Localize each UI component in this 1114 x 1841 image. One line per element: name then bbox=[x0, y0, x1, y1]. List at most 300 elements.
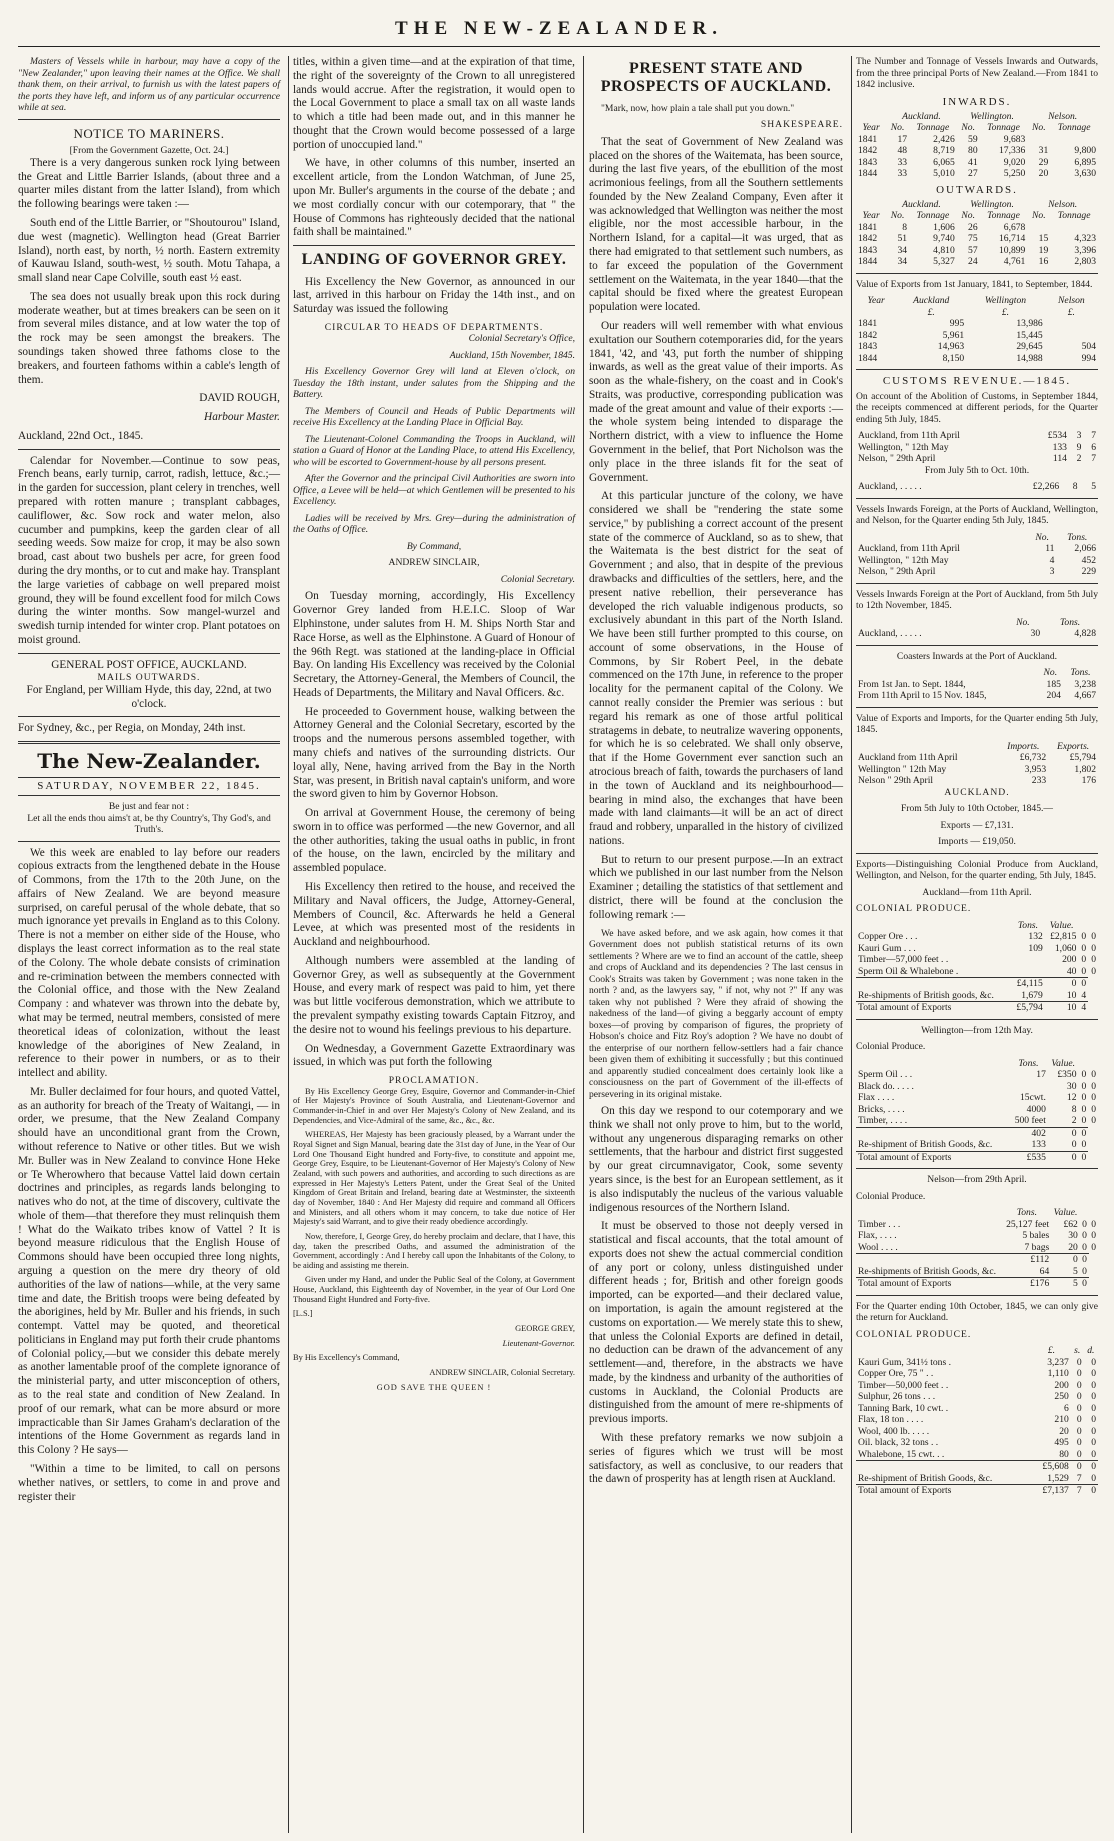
table-cell: 0 bbox=[1091, 1472, 1096, 1484]
table-cell: 0 bbox=[1076, 1402, 1082, 1414]
table-header-cell bbox=[856, 617, 1004, 629]
table-cell: From 11th April to 15 Nov. 1845, bbox=[858, 690, 987, 702]
table-cell bbox=[856, 1127, 1009, 1139]
landing-paragraph: His Excellency then retired to the house, and received the Military and Naval officers, the Judge, Attorney-General, Members of Council, &c. Afterwards he held a General Levee, at which was presented most of the residents in Auckland and neighbourhood. bbox=[293, 881, 575, 949]
inwards-label: INWARDS. bbox=[942, 95, 1012, 108]
table-cell: Wellington " 12th May bbox=[858, 763, 947, 775]
table-row bbox=[856, 222, 1098, 234]
table-row bbox=[856, 1104, 1098, 1116]
table-cell: Flax . . . . bbox=[858, 1092, 895, 1104]
table-cell: 6,678 bbox=[1003, 221, 1026, 233]
port-header: Wellington. bbox=[970, 198, 1014, 210]
table-cell: 452 bbox=[1081, 554, 1096, 566]
oct-table bbox=[856, 1345, 1098, 1497]
article-paragraph: At this particular juncture of the colony, we have considered we shall be "rendering the state some service," by publishing a correct account of the present state of the commerce of Auckland, so as to shew, that the Waitemata is the best district for the seat of Government ; and also, that in despite of the previous drawbacks and difficulties of the settlers, here, and the present native rebellion, their perseverance has developed the rich valuable indigenous products, so exclusively abundant in this part of the North Island. We have been still further prompted to this course, on account of some observations, in the House of Commons, by Sir Robert Peel, in the debate commenced on the 17th June, in reference to the proper locality for the permanent capital of the Colony. We cannot really consider the Premier was serious : but regard his remark as one of those artful political stratagems in debate, to neutralize wavering opponents, for which he is so celebrated. We shall only observe, that if the Home Government ever sanction such an atrocious breach of faith, towards the purchasers of land in the town of Auckland and its neighbourhood—bearing in mind also, the exchanges that have been made with land claimants—it will be an act of direct fraud and robbery, unparalled in the history of civilized nations. bbox=[589, 490, 843, 847]
table-cell: 5,961 bbox=[942, 329, 965, 341]
table-row bbox=[856, 134, 1098, 146]
table-cell: Wool, 400 lb. . . . . bbox=[858, 1425, 930, 1437]
table-row bbox=[856, 1115, 1098, 1127]
masthead-rule bbox=[18, 46, 1100, 47]
foreign2-table bbox=[856, 617, 1098, 640]
divider bbox=[18, 841, 280, 842]
table-cell: 1844 bbox=[858, 168, 878, 180]
table-cell: 250 bbox=[1054, 1391, 1069, 1403]
table-cell: £534 bbox=[1047, 430, 1067, 442]
table-header-cell: Tons. bbox=[1017, 919, 1039, 931]
port-header: Nelson. bbox=[1048, 198, 1078, 210]
table-header-cell: Year bbox=[867, 295, 885, 307]
table-cell: 4,810 bbox=[933, 244, 955, 256]
table-row bbox=[856, 752, 1098, 764]
proclamation-signature-title: Lieutenant-Governor. bbox=[502, 1338, 575, 1348]
colonial-produce-label: Colonial Produce. bbox=[856, 1190, 926, 1202]
table-cell: 8,150 bbox=[942, 352, 965, 364]
table-row bbox=[856, 256, 1098, 268]
table-header-cell: Imports. bbox=[1007, 740, 1040, 752]
column-1 bbox=[18, 56, 289, 1833]
divider bbox=[856, 1019, 1098, 1020]
table-cell: £5,794 bbox=[1069, 752, 1096, 764]
table-cell: 0 bbox=[1091, 1402, 1096, 1414]
proclamation-signature: GEORGE GREY, bbox=[515, 1324, 575, 1334]
table-cell: 4,761 bbox=[1003, 256, 1026, 268]
table-cell: 0 bbox=[1048, 1127, 1079, 1139]
foreign2-cols-row bbox=[856, 617, 1098, 629]
nel-subtotal-row bbox=[856, 1254, 1098, 1266]
table-cell: Tanning Bark, 10 cwt. . bbox=[858, 1402, 949, 1414]
table-cell: 200 bbox=[1062, 954, 1077, 966]
table-header-cell: Tonnage bbox=[987, 122, 1020, 134]
table-cell: 3,237 bbox=[1047, 1356, 1069, 1368]
port-header: Auckland. bbox=[902, 198, 941, 210]
table-cell: 20 bbox=[1038, 168, 1049, 180]
table-cell: 0 bbox=[1076, 1425, 1082, 1437]
table-cell: Kauri Gum, 341½ tons . bbox=[858, 1356, 952, 1368]
table-cell: 0 bbox=[1081, 1103, 1087, 1115]
table-cell: 0 bbox=[1091, 1241, 1096, 1253]
table-cell: Re-shipment of British Goods, &c. bbox=[858, 1139, 993, 1151]
table-cell: 20 bbox=[1059, 1425, 1069, 1437]
table-row bbox=[856, 1414, 1098, 1426]
table-cell: 0 bbox=[1080, 1278, 1089, 1290]
circular-paragraph: After the Governor and the principal Civil Authorities are sworn into Office, a Levee will be held—at which Gentlemen will be presented to his Excellency. bbox=[293, 473, 575, 508]
table-cell: 4 bbox=[1078, 1002, 1088, 1014]
table-cell: 25,127 feet bbox=[1006, 1218, 1050, 1230]
wel-table bbox=[856, 1058, 1098, 1164]
table-cell: 0 bbox=[1091, 1218, 1096, 1230]
table-header-cell: Tonnage bbox=[916, 210, 950, 222]
table-header-cell: £. bbox=[927, 306, 935, 318]
table-cell: 14,963 bbox=[937, 341, 965, 353]
divider bbox=[856, 369, 1098, 370]
table-row bbox=[856, 954, 1098, 966]
foreign2-row bbox=[856, 628, 1098, 640]
divider bbox=[856, 583, 1098, 584]
wel-body bbox=[856, 1069, 1098, 1127]
table-cell: £7,137 bbox=[1032, 1485, 1071, 1497]
table-row bbox=[856, 245, 1098, 257]
table-cell: 1,802 bbox=[1074, 763, 1096, 775]
table-cell: 8 bbox=[1071, 1103, 1077, 1115]
table-cell: 41 bbox=[968, 156, 978, 168]
table-cell: 6 bbox=[1064, 1402, 1069, 1414]
table-cell: 5,010 bbox=[933, 168, 955, 180]
nel-reship-row bbox=[856, 1266, 1098, 1278]
oct-reship-row bbox=[856, 1473, 1098, 1485]
ports-header-row bbox=[856, 199, 1098, 211]
table-cell: £112 bbox=[1003, 1254, 1052, 1266]
distinguish-title: Exports—Distinguishing Colonial Produce from Auckland, Wellington, and Nelson, for the quarter ending, 5th July, 1845. bbox=[856, 858, 1098, 882]
table-cell: 1,529 bbox=[1047, 1472, 1069, 1484]
akl-body bbox=[856, 931, 1098, 978]
table-header-cell: Tonnage bbox=[1057, 210, 1091, 222]
divider bbox=[18, 449, 280, 450]
table-cell: 0 bbox=[1076, 1448, 1082, 1460]
table-cell: 0 bbox=[1091, 1425, 1096, 1437]
table-header-cell: Tons. bbox=[1070, 667, 1091, 679]
table-cell: 0 bbox=[1081, 954, 1087, 966]
table-cell: 10 bbox=[1066, 989, 1077, 1001]
table-cell: 402 bbox=[1009, 1127, 1048, 1139]
table-cell: £4,115 bbox=[1011, 978, 1045, 990]
table-cell: 5 bbox=[1073, 1265, 1078, 1277]
table-cell: 1841 bbox=[858, 318, 878, 330]
auckland-imports: Imports — £19,050. bbox=[938, 836, 1016, 848]
table-cell: Bricks, . . . . bbox=[858, 1103, 905, 1115]
akl-total-row bbox=[856, 1002, 1098, 1014]
table-cell: 1,110 bbox=[1047, 1368, 1069, 1380]
quoted-extract: We have asked before, and we ask again, how comes it that Government does not publish statistical returns of its own settlements ? Where are we to find an account of the cattle, sheep and crops of Auckland and its dependencies ? The last census in Cook's Straits was taken by Government ; was none taken in the north ? and, as the lawyers say, " if not, why not ?" If any was taken why not published ? Were they afraid of showing the nakedness of the land—of giving a beggarly account of empty boxes—of proving by comparison of figures, the propriety of Hobson's choice and Fitz Roy's adoption ? We have no doubt of the enterprise of our northern fellow-settlers had a fair chance been given them of exhibiting it successfully ; but this continued and apparently studied concealment does certainly look like a consciousness on the part of Government of the ill-effects of persevering in its original mistake. bbox=[589, 927, 843, 1100]
table-cell: 29,645 bbox=[1016, 341, 1043, 353]
table-cell: 0 bbox=[1076, 1391, 1082, 1403]
table-cell: 3 bbox=[1049, 566, 1055, 578]
landing-paragraph: He proceeded to Government house, walking between the Attorney General and the Colonial Secretary, escorted by the troops and the numerous persons assembled together, with many chiefs and natives of the surrounding districts. Our loyal ally, Nene, having arrived from the Bay in the North Star, was present, in British naval captain's uniform, and wore the sword given to him by Governor Hobson. bbox=[293, 705, 575, 801]
table-cell: 1843 bbox=[858, 341, 878, 353]
article-paragraph: With these prefatory remarks we now subjoin a series of figures which we trust will be most satisfactory, as well as conclusive, to our readers that the dawn of prosperity has at length risen at Auckland. bbox=[589, 1432, 843, 1486]
table-cell: 500 feet bbox=[1014, 1115, 1046, 1127]
table-cell: 9,800 bbox=[1074, 145, 1096, 157]
table-row bbox=[856, 330, 1098, 342]
table-cell: 8 bbox=[1072, 481, 1078, 493]
table-cell: 1,060 bbox=[1054, 942, 1077, 954]
table-cell: 29 bbox=[1038, 156, 1049, 168]
table-cell: 0 bbox=[1048, 1151, 1079, 1163]
proclamation-command: By His Excellency's Command, bbox=[293, 1353, 400, 1363]
table-row bbox=[856, 543, 1098, 555]
table-header-cell bbox=[856, 307, 896, 319]
table-header-cell: Auckland bbox=[913, 295, 950, 307]
table-cell: Total amount of Exports bbox=[856, 1151, 1009, 1163]
table-cell: 10,899 bbox=[998, 244, 1026, 256]
table-cell bbox=[1027, 222, 1050, 234]
foreign-body bbox=[856, 543, 1098, 578]
epigraph: "Mark, now, how plain a tale shall put you down." bbox=[601, 102, 795, 114]
auckland-head: AUCKLAND. bbox=[944, 786, 1010, 798]
table-cell: 34 bbox=[897, 244, 908, 256]
table-header-cell: Year bbox=[862, 210, 880, 222]
table-cell: 0 bbox=[1091, 942, 1096, 954]
table-header-cell: Tons. bbox=[1067, 531, 1088, 543]
vessels-title: The Number and Tonnage of Vessels Inwards and Outwards, from the three principal Ports of New Zealand.—From 1841 to 1842 inclusive. bbox=[856, 56, 1098, 90]
table-cell: Re-shipment of British Goods, &c. bbox=[858, 1472, 993, 1484]
outwards-label: OUTWARDS. bbox=[936, 183, 1018, 196]
proclamation-seal: [L.S.] bbox=[293, 1309, 313, 1319]
table-cell: 27 bbox=[968, 168, 978, 180]
exports-title: Value of Exports from 1st January, 1841, to September, 1844. bbox=[856, 278, 1093, 290]
table-cell: 5,327 bbox=[933, 256, 955, 268]
table-cell: Re-shipments of British goods, &c. bbox=[858, 989, 994, 1001]
table-header-cell: No. bbox=[1043, 667, 1058, 679]
table-cell: Nelson, " 29th April bbox=[858, 566, 936, 578]
table-header-cell: No. bbox=[1016, 616, 1030, 628]
table-row bbox=[856, 1069, 1098, 1081]
table-cell: 0 bbox=[1091, 965, 1096, 977]
circular-head: CIRCULAR TO HEADS OF DEPARTMENTS. bbox=[324, 321, 544, 333]
table-cell: 75 bbox=[968, 233, 978, 245]
table-cell: From 1st Jan. to Sept. 1844, bbox=[858, 678, 966, 690]
table-cell: 33 bbox=[897, 168, 908, 180]
imports-body bbox=[856, 752, 1098, 787]
divider bbox=[856, 1295, 1098, 1296]
table-cell: 0 bbox=[1091, 1379, 1096, 1391]
table-cell: Total amount of Exports bbox=[856, 1278, 1003, 1290]
wel-head: Wellington—from 12th May. bbox=[921, 1024, 1033, 1036]
akl-reship-row bbox=[856, 990, 1098, 1002]
table-row bbox=[856, 1368, 1098, 1380]
coasters-title: Coasters Inwards at the Port of Auckland. bbox=[896, 650, 1058, 662]
table-cell: £6,732 bbox=[1019, 752, 1047, 764]
table-cell: 5,250 bbox=[1003, 168, 1026, 180]
table-cell: 0 bbox=[1081, 1069, 1087, 1081]
table-cell: 14,988 bbox=[1016, 352, 1043, 364]
table-cell: 185 bbox=[1046, 678, 1061, 690]
table-cell: 176 bbox=[1081, 775, 1096, 787]
foreign-title: Vessels Inwards Foreign, at the Ports of Auckland, Wellington, and Nelson, for the Quarter ending 5th July, 1845. bbox=[856, 503, 1098, 527]
oct-cols-row bbox=[856, 1345, 1098, 1357]
table-cell: 30 bbox=[1068, 1230, 1078, 1242]
table-cell: 9,020 bbox=[1003, 156, 1026, 168]
table-cell: £5,608 bbox=[1032, 1461, 1071, 1473]
table-cell: Black do. . . . . bbox=[858, 1080, 914, 1092]
table-cell: 5 bales bbox=[1022, 1230, 1050, 1242]
table-header-cell bbox=[856, 920, 1011, 932]
nel-head: Nelson—from 29th April. bbox=[927, 1174, 1027, 1186]
table-row bbox=[856, 1403, 1098, 1415]
table-cell: 24 bbox=[968, 256, 978, 268]
colonial-produce-label: COLONIAL PRODUCE. bbox=[856, 903, 972, 915]
nel-cols-row bbox=[856, 1207, 1098, 1219]
colonial-produce-label: Colonial Produce. bbox=[856, 1041, 926, 1053]
circular-signature: ANDREW SINCLAIR, bbox=[388, 557, 480, 569]
table-cell: Auckland, . . . . . bbox=[858, 481, 922, 493]
table-header-cell bbox=[856, 1345, 1032, 1357]
table-row bbox=[856, 341, 1098, 353]
table-cell: £535 bbox=[1009, 1151, 1048, 1163]
table-cell: Auckland from 11th April bbox=[858, 752, 958, 764]
table-cell: 114 bbox=[1052, 453, 1067, 465]
table-cell: 0 bbox=[1081, 1080, 1087, 1092]
table-cell: 9 bbox=[1076, 441, 1082, 453]
table-cell: Sulphur, 26 tons . . . bbox=[858, 1391, 936, 1403]
coasters-body bbox=[856, 679, 1098, 702]
table-cell: Re-shipments of British Goods, &c. bbox=[858, 1265, 997, 1277]
table-cell: 2 bbox=[1071, 1115, 1077, 1127]
table-cell: 1843 bbox=[858, 156, 878, 168]
table-cell: 51 bbox=[897, 233, 908, 245]
ports-header-row bbox=[856, 111, 1098, 123]
table-cell: 3,630 bbox=[1074, 168, 1096, 180]
auckland-article-title: PRESENT STATE AND PROSPECTS OF AUCKLAND. bbox=[600, 60, 832, 96]
table-cell: 495 bbox=[1054, 1437, 1069, 1449]
table-row bbox=[856, 690, 1098, 702]
table-row bbox=[856, 233, 1098, 245]
table-cell: 0 bbox=[1076, 1414, 1082, 1426]
table-header-cell: £. bbox=[1067, 306, 1075, 318]
table-cell: 5 bbox=[1051, 1278, 1080, 1290]
table-cell: Auckland, from 11th April bbox=[858, 430, 960, 442]
oct-body bbox=[856, 1357, 1098, 1461]
table-cell: 0 bbox=[1091, 954, 1096, 966]
customs-period: From July 5th to Oct. 10th. bbox=[924, 464, 1030, 476]
table-cell: Nelson " 29th April bbox=[858, 775, 934, 787]
table-row bbox=[856, 442, 1098, 454]
port-header: Nelson. bbox=[1048, 110, 1078, 122]
table-cell: 26 bbox=[968, 221, 978, 233]
table-cell: 0 bbox=[1082, 1265, 1087, 1277]
table-header-cell: Tons. bbox=[1018, 1057, 1039, 1069]
table-cell: 33 bbox=[897, 156, 908, 168]
table-cell: 0 bbox=[1091, 1103, 1096, 1115]
table-cell: 34 bbox=[897, 256, 908, 268]
outwards-body bbox=[856, 222, 1098, 268]
table-cell: 0 bbox=[1091, 1414, 1096, 1426]
table-row bbox=[856, 430, 1098, 442]
table-cell: 0 bbox=[1071, 1139, 1077, 1151]
proclamation-command-signature: ANDREW SINCLAIR, Colonial Secretary. bbox=[429, 1368, 575, 1378]
table-cell: Wellington, " 12th May bbox=[858, 441, 949, 453]
divider bbox=[856, 645, 1098, 646]
table-row bbox=[856, 1242, 1098, 1254]
table-cell: 133 bbox=[1031, 1139, 1046, 1151]
table-row bbox=[856, 943, 1098, 955]
table-cell: 133 bbox=[1052, 441, 1067, 453]
article-paragraph: But to return to our present purpose.—In an extract which we published in our last number from the Nelson Examiner ; detailing the statistics of that settlement and district, there will be found at the conclusion the following remark :— bbox=[589, 853, 843, 921]
table-cell: Total amount of Exports bbox=[856, 1002, 1011, 1014]
table-header-cell: Value. bbox=[1053, 1207, 1078, 1219]
table-header-cell: Nelson bbox=[1058, 295, 1085, 307]
table-cell: Copper Ore, 75 " . . bbox=[858, 1368, 934, 1380]
landing-paragraph: His Excellency the New Governor, as announced in our last, arrived in this harbour on Friday the 14th inst., and on Saturday was issued the following bbox=[293, 275, 575, 316]
table-cell: 3,396 bbox=[1074, 244, 1096, 256]
lead-paragraph: We this week are enabled to lay before our readers copious extracts from the lengthened debate in the House of Commons, from the 17th to the 20th June, on the affairs of New Zealand. We are beyond measure surprised, on careful perusal of the whole debate, that so much ignorance yet prevails in England as to this Colony. There is not a member on either side of the House, who displays the least correct information as to the real state of the Colony. The whole debate consists of crimination and re-crimination between the members connected with the Colonial office, and those with the New Zealand Company : and whatever was thrown into the debate by, what may be termed, neutral members, consisted of mere theoretical ideas of colonization, without the least knowledge of the aborigines of New Zealand, in reference to their power in numbers, or as to their intellect and ability. bbox=[18, 846, 280, 1080]
oct-subtotal-row bbox=[856, 1461, 1098, 1473]
table-cell bbox=[856, 1254, 1003, 1266]
table-cell: £2,815 bbox=[1050, 931, 1077, 943]
auckland-exports: Exports — £7,131. bbox=[940, 819, 1014, 831]
proclamation-paragraph: By His Excellency George Grey, Esquire, Governor and Commander-in-Chief of Her Majesty's Province of South Australia, and Lieutenant-Governor and Commander-in-Chief in and over Her Majesty's Colony of New Zealand, and its Dependencies, and Vice-Admiral of the same, &c., &c., &c. bbox=[293, 1086, 575, 1125]
notice-paragraph: South end of the Little Barrier, or "Shoutourou" Island, due west (magnetic). Wellington head (Great Barrier Island), north east, by north, ½ north. Eastern extremity of Kauwau Island, south-west, ½ south. Motu Tahapa, a small sland near Cape Colville, south east ½ east. bbox=[18, 216, 280, 285]
customs-text: On account of the Abolition of Customs, in September 1844, the receipts commenced at different periods, for the Quarter ending 5th July, 1845. bbox=[856, 390, 1098, 425]
table-cell: Wool . . . . bbox=[858, 1241, 898, 1253]
column-2 bbox=[293, 56, 584, 1833]
inwards-body bbox=[856, 134, 1098, 180]
table-cell: 0 bbox=[1091, 1437, 1096, 1449]
table-header-cell: No. bbox=[961, 210, 975, 222]
table-cell: 0 bbox=[1091, 1092, 1096, 1104]
table-cell: 0 bbox=[1081, 942, 1087, 954]
masthead: THE NEW-ZEALANDER. bbox=[395, 18, 723, 39]
circular-paragraph: His Excellency Governor Grey will land at Eleven o'clock, on Tuesday the 18th instant, under salutes from the Shipping and the Battery. bbox=[293, 366, 575, 401]
table-row bbox=[856, 1380, 1098, 1392]
landing-paragraph: Although numbers were assembled at the landing of Governor Grey, as well as subsequently at the Government House, and every mark of respect was paid to him, yet there was but little vociferous demonstration, which we attribute to the prevalent sympathy existing towards Captain Fitzroy, and the desire not to wound his feelings previous to his departure. bbox=[293, 954, 575, 1036]
notice-paragraph: There is a very dangerous sunken rock lying between the Great and Little Barrier Islands, (about three and a quarter miles distant from the latter Island), from which the following bearings were taken :— bbox=[18, 156, 280, 211]
oct-total-row bbox=[856, 1485, 1098, 1497]
table-cell: 0 bbox=[1091, 1115, 1096, 1127]
table-cell: 31 bbox=[1038, 145, 1049, 157]
table-cell: 0 bbox=[1082, 1218, 1087, 1230]
table-header-cell: Value. bbox=[1051, 1057, 1076, 1069]
divider bbox=[293, 245, 575, 246]
wel-cols-row bbox=[856, 1058, 1098, 1070]
table-cell: 4,323 bbox=[1074, 233, 1096, 245]
notice-source: [From the Government Gazette, Oct. 24.] bbox=[69, 145, 229, 157]
table-cell: 1842 bbox=[858, 329, 878, 341]
table-cell: 7 bbox=[1091, 430, 1096, 442]
table-header-cell bbox=[856, 1207, 1003, 1219]
landing-paragraph: On arrival at Government House, the ceremony of being sworn in to office was performed —the new Governor, and all the other authorities, taking the usual oaths in public, in front of the house, on the lawn, encircled by the military and assembled populace. bbox=[293, 807, 575, 875]
divider bbox=[18, 653, 280, 654]
table-cell: Sperm Oil & Whalebone . bbox=[858, 965, 959, 977]
post-office-sub: MAILS OUTWARDS. bbox=[97, 672, 201, 684]
table-cell: 2,803 bbox=[1074, 256, 1096, 268]
divider bbox=[856, 498, 1098, 499]
table-row bbox=[856, 931, 1098, 943]
proclamation-title: PROCLAMATION. bbox=[388, 1075, 480, 1087]
table-cell: 0 bbox=[1076, 1356, 1082, 1368]
table-header-cell: No. bbox=[890, 122, 905, 134]
divider bbox=[18, 716, 280, 717]
table-cell bbox=[1011, 954, 1045, 966]
table-cell: 4,828 bbox=[1074, 628, 1096, 640]
foreign-cols-row bbox=[856, 532, 1098, 544]
landing-paragraph: On Tuesday morning, accordingly, His Excellency Governor Grey landed from H.E.I.C. Sloop of War Elphinstone, under salutes from H. M. Ships North Star and Race Horse, as well as the Elphinstone. A Guard of Honour of the 96th Regt. was stationed at the landing-place in Official Bay. On landing His Excellency was received by the Colonial Secretary, the Attorney-General, the Members of Council, the Heads of Departments, the Military and Naval Officers. &c. bbox=[293, 590, 575, 699]
table-cell: 8 bbox=[902, 221, 908, 233]
table-cell: 16 bbox=[1038, 256, 1049, 268]
table-cell: Copper Ore . . . bbox=[858, 931, 918, 943]
table-cell: 7 bbox=[1071, 1485, 1084, 1497]
post-office-line: For Sydney, &c., per Regia, on Monday, 24th inst. bbox=[18, 722, 246, 735]
table-row bbox=[856, 1391, 1098, 1403]
table-cell: 0 bbox=[1091, 1230, 1096, 1242]
table-cell: 0 bbox=[1091, 1448, 1096, 1460]
table-row bbox=[856, 1219, 1098, 1231]
table-row bbox=[856, 1081, 1098, 1093]
article-paragraph: That the seat of Government of New Zealand was placed on the shores of the Waitemata, has been source, during the last five years, of the ebullition of the most acrimonious feelings, from all the Southern settlements founded by the New Zealand Company, Even after it was acknowledged that Wellington was neither the most eligible, nor the most accessible harbour, in the Northern Island, for a capital—it was urged, that as there had emigrated to that settlement such numbers, as to far exceed the population of the Government settlement on the Waitemata, in the year 1840—that the capital should be fixed where the greatest European population were located. bbox=[589, 135, 843, 314]
table-cell: Total amount of Exports bbox=[856, 1485, 1032, 1497]
table-row bbox=[856, 1426, 1098, 1438]
inwards-table bbox=[856, 111, 1098, 180]
exports-units-row bbox=[856, 307, 1098, 319]
table-cell: 10 bbox=[1045, 1002, 1079, 1014]
nel-table bbox=[856, 1207, 1098, 1290]
table-row bbox=[856, 1449, 1098, 1461]
table-cell: 17 bbox=[897, 133, 908, 145]
table-cell bbox=[1050, 134, 1098, 146]
table-header-cell: £. bbox=[1047, 1345, 1056, 1357]
table-cell: 0 bbox=[1082, 1230, 1087, 1242]
table-cell: 1844 bbox=[858, 256, 878, 268]
post-office-title: GENERAL POST OFFICE, AUCKLAND. bbox=[51, 658, 247, 671]
